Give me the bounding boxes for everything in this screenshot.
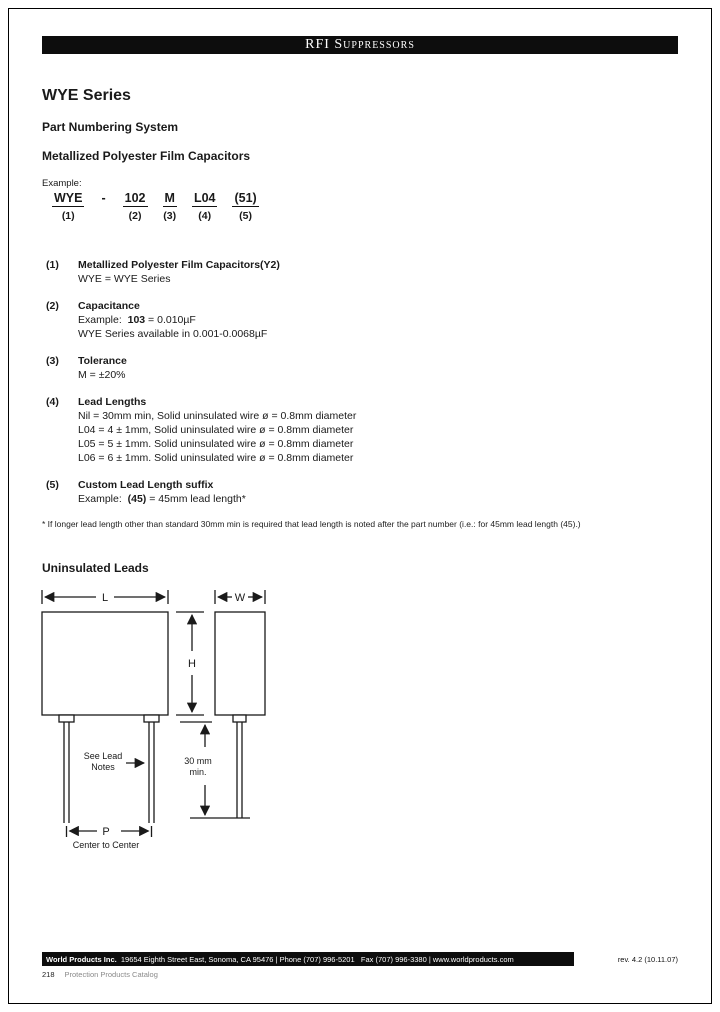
- footer-bar: [42, 952, 574, 966]
- dim-label-w: W: [234, 592, 246, 604]
- line-text: Example:: [78, 493, 128, 505]
- line-text: Example:: [78, 314, 128, 326]
- page-footer-line: [42, 970, 158, 979]
- part-index: (2): [128, 210, 142, 222]
- section-number: (4): [46, 396, 59, 408]
- section-4: [46, 395, 646, 465]
- section-number: (3): [46, 355, 59, 367]
- series-title: WYE Series: [42, 87, 131, 104]
- part-index: (3): [163, 210, 177, 222]
- section-number: (5): [46, 479, 59, 491]
- header-title: RFI Suppressors: [305, 37, 415, 52]
- section-line: WYE = WYE Series: [78, 273, 171, 285]
- part-index: (4): [198, 210, 212, 222]
- catalog-name: Protection Products Catalog: [64, 970, 158, 979]
- footer-text: [46, 955, 514, 964]
- header-bar: [42, 36, 678, 54]
- section-line: [78, 492, 646, 506]
- p-caption: Center to Center: [72, 840, 140, 850]
- section-3: [46, 354, 646, 382]
- section-line: L04 = 4 ± 1mm, Solid uninsulated wire ø = 0.8mm diameter: [78, 424, 354, 436]
- line-bold-text: (45): [127, 493, 147, 505]
- part-code: M: [164, 191, 175, 205]
- lead-note-label: Notes: [91, 762, 115, 772]
- numbered-sections: [46, 258, 646, 519]
- dim-label-l: L: [101, 592, 109, 604]
- line-text: = 45mm lead length*: [146, 493, 246, 505]
- section-line: L05 = 5 ± 1mm. Solid uninsulated wire ø = 0.8mm diameter: [78, 438, 354, 450]
- line-bold-text: 103: [127, 314, 146, 326]
- part-index: (1): [61, 210, 75, 222]
- lead-note-label: See Lead: [83, 751, 123, 761]
- part-segment-series: [52, 191, 84, 222]
- part-segment-dash: [99, 191, 107, 206]
- section-title: Custom Lead Length suffix: [78, 479, 214, 491]
- capacitor-type-heading: Metallized Polyester Film Capacitors: [42, 149, 251, 163]
- section-5: [46, 478, 646, 506]
- part-dash: -: [101, 191, 106, 205]
- diagram-title: Uninsulated Leads: [42, 561, 149, 575]
- section-line: Nil = 30mm min, Solid uninsulated wire ø = 0.8mm diameter: [78, 410, 357, 422]
- section-1: [46, 258, 646, 286]
- footnote: * If longer lead length other than standard 30mm min is required that lead length is noted after the part number (i.e.: for 45mm lead length (45).): [42, 519, 581, 529]
- part-segment-capacitance: [123, 191, 148, 222]
- section-number: (1): [46, 259, 59, 271]
- dim-label-p: P: [102, 826, 110, 838]
- min-length-label: min.: [189, 767, 207, 777]
- section-line: [78, 313, 646, 327]
- section-number: (2): [46, 300, 59, 312]
- revision-label: rev. 4.2 (10.11.07): [617, 955, 678, 964]
- section-title: Lead Lengths: [78, 396, 147, 408]
- min-length-label: 30 mm: [184, 756, 212, 766]
- capacitor-front-view: [42, 612, 168, 823]
- section-line: L06 = 6 ± 1mm. Solid uninsulated wire ø = 0.8mm diameter: [78, 452, 354, 464]
- part-code: L04: [193, 191, 216, 205]
- section-line: WYE Series available in 0.001-0.0068µF: [78, 328, 268, 340]
- company-address: 19654 Eighth Street East, Sonoma, CA 95476 | Phone (707) 996-5201 Fax (707) 996-3380 | www.worldproducts.com: [116, 954, 514, 964]
- part-segment-lead-length: [192, 191, 218, 222]
- part-index: (5): [239, 210, 253, 222]
- part-number-example: [52, 191, 259, 222]
- dim-label-h: H: [188, 658, 196, 670]
- section-line: M = ±20%: [78, 369, 126, 381]
- section-title: Tolerance: [78, 355, 127, 367]
- section-2: [46, 299, 646, 341]
- example-label: Example:: [42, 178, 82, 189]
- part-numbering-heading: Part Numbering System: [42, 120, 179, 134]
- part-code: 102: [124, 191, 146, 205]
- uninsulated-leads-diagram: [40, 585, 680, 855]
- page-number: 218: [42, 970, 55, 979]
- part-segment-tolerance: [163, 191, 177, 222]
- section-title: Metallized Polyester Film Capacitors(Y2): [78, 259, 280, 271]
- company-name: World Products Inc.: [46, 954, 117, 964]
- capacitor-side-view: [215, 612, 265, 818]
- part-code: (51): [234, 191, 257, 205]
- section-title: Capacitance: [78, 300, 140, 312]
- line-text: = 0.010µF: [145, 314, 196, 326]
- part-segment-suffix: [232, 191, 258, 222]
- part-code: WYE: [54, 191, 83, 205]
